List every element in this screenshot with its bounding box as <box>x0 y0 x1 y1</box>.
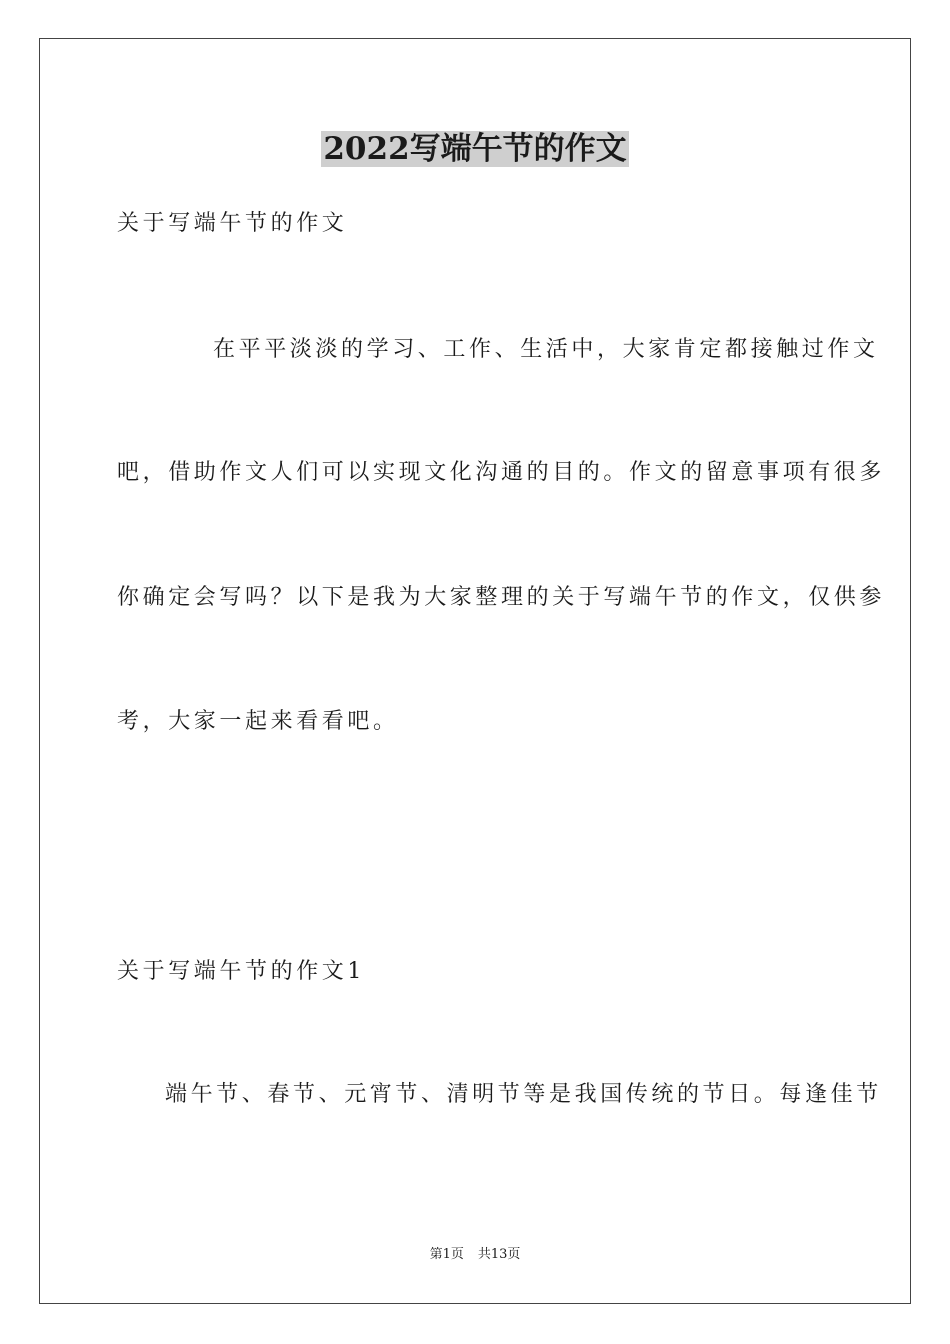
page-number: 第1页 <box>429 1247 464 1262</box>
paragraph-line: 你确定会写吗？以下是我为大家整理的关于写端午节的作文，仅供参 <box>117 585 886 610</box>
document-title-text: 2022写端午节的作文 <box>323 131 627 167</box>
paragraph-line: 端午节、春节、元宵节、清明节等是我国传统的节日。每逢佳节 <box>165 1082 882 1107</box>
paragraph-line: 考，大家一起来看看吧。 <box>117 709 399 734</box>
paragraph-line: 吧，借助作文人们可以实现文化沟通的目的。作文的留意事项有很多 <box>117 460 886 485</box>
document-title <box>0 128 950 170</box>
document-subtitle: 关于写端午节的作文 <box>117 211 348 236</box>
section-heading: 关于写端午节的作文1 <box>117 959 365 984</box>
page-total: 共13页 <box>477 1247 521 1262</box>
paragraph-line: 在平平淡淡的学习、工作、生活中，大家肯定都接触过作文 <box>213 337 879 362</box>
page-footer <box>0 1246 950 1264</box>
